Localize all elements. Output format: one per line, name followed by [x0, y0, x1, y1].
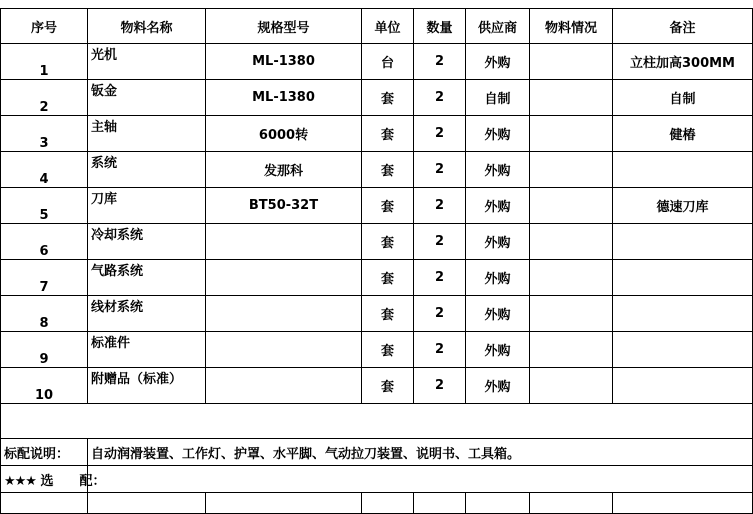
cell-status[interactable]: [530, 296, 613, 332]
partial-cell[interactable]: [530, 493, 613, 514]
cell-name[interactable]: 光机: [88, 44, 206, 80]
cell-name[interactable]: 系统: [88, 152, 206, 188]
cell-unit[interactable]: 套: [362, 116, 414, 152]
cell-name[interactable]: 标准件: [88, 332, 206, 368]
cell-no[interactable]: 1: [1, 44, 88, 80]
cell-qty[interactable]: 2: [414, 116, 466, 152]
cell-remark[interactable]: [613, 152, 753, 188]
cell-no[interactable]: 5: [1, 188, 88, 224]
cell-qty[interactable]: 2: [414, 332, 466, 368]
cell-spec[interactable]: [206, 224, 362, 260]
optional-config-label: 选 配：: [40, 473, 106, 489]
header-unit[interactable]: 单位: [362, 9, 414, 44]
cell-no[interactable]: 9: [1, 332, 88, 368]
cell-qty[interactable]: 2: [414, 296, 466, 332]
partial-cell[interactable]: [613, 493, 753, 514]
cell-qty[interactable]: 2: [414, 260, 466, 296]
cell-qty[interactable]: 2: [414, 44, 466, 80]
header-row: [1, 9, 753, 44]
cell-name[interactable]: 附赠品（标准）: [88, 368, 206, 404]
cell-status[interactable]: [530, 332, 613, 368]
blank-row: [1, 404, 753, 439]
header-status[interactable]: 物料情况: [530, 9, 613, 44]
cell-status[interactable]: [530, 368, 613, 404]
cell-unit[interactable]: 套: [362, 368, 414, 404]
optional-config-row: [1, 466, 753, 493]
cell-spec[interactable]: 6000转: [206, 116, 362, 152]
cell-supplier[interactable]: 外购: [466, 224, 530, 260]
table-row: [1, 224, 753, 260]
cell-supplier[interactable]: 自制: [466, 80, 530, 116]
cell-name[interactable]: 钣金: [88, 80, 206, 116]
cell-supplier[interactable]: 外购: [466, 332, 530, 368]
cell-unit[interactable]: 台: [362, 44, 414, 80]
cell-spec[interactable]: [206, 332, 362, 368]
cell-spec[interactable]: [206, 296, 362, 332]
table-row: [1, 152, 753, 188]
cell-supplier[interactable]: 外购: [466, 116, 530, 152]
bom-table: [0, 8, 753, 514]
header-remark[interactable]: 备注: [613, 9, 753, 44]
partial-cell[interactable]: [88, 493, 206, 514]
cell-unit[interactable]: 套: [362, 332, 414, 368]
cell-qty[interactable]: 2: [414, 152, 466, 188]
cell-supplier[interactable]: 外购: [466, 368, 530, 404]
cell-unit[interactable]: 套: [362, 296, 414, 332]
cell-spec[interactable]: [206, 260, 362, 296]
stars-icon: ★★★: [4, 473, 36, 489]
cell-unit[interactable]: 套: [362, 260, 414, 296]
table-row: [1, 188, 753, 224]
cell-status[interactable]: [530, 80, 613, 116]
standard-config-row: [1, 439, 753, 466]
cell-name[interactable]: 刀库: [88, 188, 206, 224]
cell-remark[interactable]: [613, 260, 753, 296]
cell-no[interactable]: 10: [1, 368, 88, 404]
partial-cell[interactable]: [466, 493, 530, 514]
cell-qty[interactable]: 2: [414, 224, 466, 260]
optional-config-text[interactable]: [88, 466, 753, 493]
cell-name[interactable]: 冷却系统: [88, 224, 206, 260]
cell-status[interactable]: [530, 224, 613, 260]
cell-remark[interactable]: 德速刀库: [613, 188, 753, 224]
cell-no[interactable]: 8: [1, 296, 88, 332]
cell-name[interactable]: 线材系统: [88, 296, 206, 332]
cell-no[interactable]: 6: [1, 224, 88, 260]
cell-no[interactable]: 4: [1, 152, 88, 188]
cell-no[interactable]: 7: [1, 260, 88, 296]
cell-supplier[interactable]: 外购: [466, 44, 530, 80]
cell-qty[interactable]: 2: [414, 368, 466, 404]
cell-remark[interactable]: [613, 368, 753, 404]
header-supplier[interactable]: 供应商: [466, 9, 530, 44]
partial-cell[interactable]: [414, 493, 466, 514]
header-qty[interactable]: 数量: [414, 9, 466, 44]
partial-cell[interactable]: [1, 493, 88, 514]
cell-status[interactable]: [530, 152, 613, 188]
optional-config-label-cell[interactable]: [1, 466, 106, 493]
table-row: [1, 80, 753, 116]
cell-qty[interactable]: 2: [414, 80, 466, 116]
cell-unit[interactable]: 套: [362, 80, 414, 116]
cell-remark[interactable]: [613, 296, 753, 332]
header-no[interactable]: 序号: [1, 9, 88, 44]
cell-no[interactable]: 3: [1, 116, 88, 152]
partial-cell[interactable]: [362, 493, 414, 514]
header-name[interactable]: 物料名称: [88, 9, 206, 44]
table-row: [1, 332, 753, 368]
cell-spec[interactable]: BT50-32T: [206, 188, 362, 224]
cell-remark[interactable]: [613, 332, 753, 368]
partial-cell[interactable]: [206, 493, 362, 514]
cell-name[interactable]: 气路系统: [88, 260, 206, 296]
table-row: [1, 260, 753, 296]
cell-supplier[interactable]: 外购: [466, 188, 530, 224]
table-row: [1, 44, 753, 80]
cell-remark[interactable]: 自制: [613, 80, 753, 116]
cell-no[interactable]: 2: [1, 80, 88, 116]
standard-config-label[interactable]: 标配说明：: [1, 439, 88, 466]
cell-unit[interactable]: 套: [362, 152, 414, 188]
cell-unit[interactable]: 套: [362, 224, 414, 260]
cell-supplier[interactable]: 外购: [466, 296, 530, 332]
table-row: [1, 368, 753, 404]
cell-spec[interactable]: ML-1380: [206, 80, 362, 116]
cell-supplier[interactable]: 外购: [466, 260, 530, 296]
cell-remark[interactable]: [613, 224, 753, 260]
cell-status[interactable]: [530, 116, 613, 152]
header-spec[interactable]: 规格型号: [206, 9, 362, 44]
cell-remark[interactable]: 健椿: [613, 116, 753, 152]
cell-name[interactable]: 主轴: [88, 116, 206, 152]
blank-cell[interactable]: [1, 404, 753, 439]
table-row: [1, 116, 753, 152]
cell-supplier[interactable]: 外购: [466, 152, 530, 188]
cell-spec[interactable]: [206, 368, 362, 404]
cell-remark[interactable]: 立柱加高300MM: [613, 44, 753, 80]
cell-status[interactable]: [530, 260, 613, 296]
cell-spec[interactable]: 发那科: [206, 152, 362, 188]
cell-spec[interactable]: ML-1380: [206, 44, 362, 80]
standard-config-text[interactable]: 自动润滑装置、工作灯、护罩、水平脚、气动拉刀装置、说明书、工具箱。: [88, 439, 753, 466]
table-row: [1, 296, 753, 332]
partial-row: [1, 493, 753, 514]
cell-status[interactable]: [530, 44, 613, 80]
cell-status[interactable]: [530, 188, 613, 224]
cell-unit[interactable]: 套: [362, 188, 414, 224]
cell-qty[interactable]: 2: [414, 188, 466, 224]
